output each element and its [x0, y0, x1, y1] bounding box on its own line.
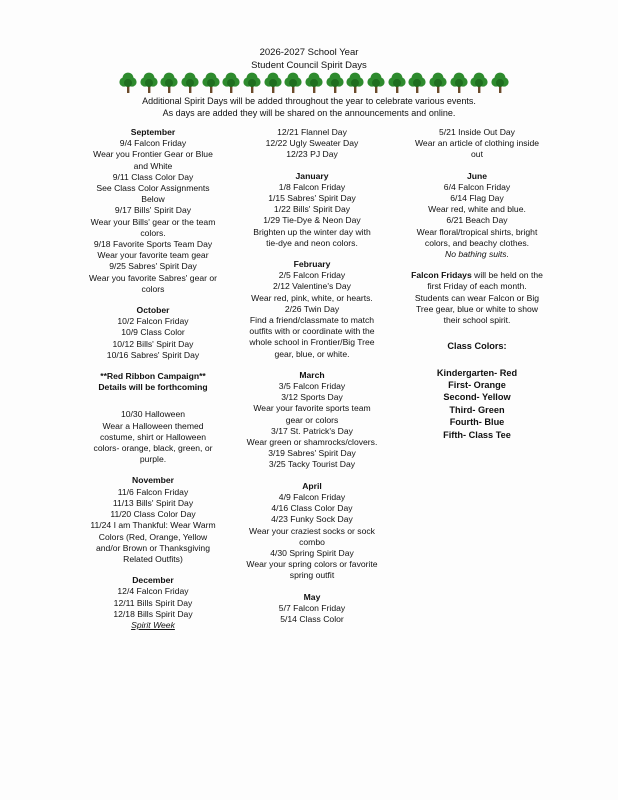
list-item: Kindergarten- Red	[436, 367, 518, 378]
line-list	[232, 492, 392, 582]
line-list	[402, 367, 552, 441]
class-colors-heading: Class Colors:	[447, 341, 507, 352]
list-item: Find a friend/classmate to match	[249, 315, 375, 326]
line-list	[232, 182, 392, 249]
tree-icon	[242, 72, 262, 94]
tree-icon	[407, 72, 427, 94]
list-item: Wear your Bills' gear or the team	[90, 216, 216, 227]
list-item: 9/17 Bills' Spirit Day	[114, 205, 192, 216]
list-item: 12/23 PJ Day	[286, 149, 338, 160]
list-item: 5/21 Inside Out Day	[439, 127, 515, 137]
falcon-fridays-text: will be held on the	[471, 270, 543, 281]
list-item: 2/26 Twin Day	[284, 303, 340, 314]
list-item: 2/12 Valentine's Day	[273, 281, 351, 292]
list-item: 3/5 Falcon Friday	[278, 381, 346, 392]
line-list	[402, 182, 552, 249]
tree-border	[118, 72, 510, 94]
tree-icon	[139, 72, 159, 94]
month-heading: March	[299, 369, 325, 380]
month-heading: April	[302, 480, 322, 491]
list-item: 12/4 Falcon Friday	[117, 586, 189, 597]
list-item: Wear your favorite team gear	[97, 250, 209, 261]
month-heading: February	[293, 259, 331, 270]
list-item: whole school in Frontier/Big Tree	[249, 337, 375, 348]
red-ribbon-details: Details will be forthcoming	[98, 382, 208, 393]
spirit-week-label: Spirit Week	[131, 619, 175, 630]
line-list	[232, 603, 392, 625]
list-item: 1/15 Sabres' Spirit Day	[268, 193, 356, 204]
month-september	[78, 127, 228, 295]
list-item: tie-dye and neon colors.	[266, 237, 358, 248]
line-list	[78, 316, 228, 361]
list-item: 12/22 Ugly Sweater Day	[265, 138, 359, 149]
tree-icon	[490, 72, 510, 94]
tree-icon	[159, 72, 179, 94]
list-item: combo	[299, 536, 325, 547]
month-december	[78, 575, 228, 631]
list-item: 5/14 Class Color	[280, 613, 344, 624]
tree-icon	[118, 72, 138, 94]
column-middle	[232, 127, 392, 635]
list-item: Tree gear, blue or white to show	[416, 303, 538, 314]
tree-icon	[345, 72, 365, 94]
tree-icon	[304, 72, 324, 94]
list-item: 9/4 Falcon Friday	[119, 138, 187, 149]
list-item: their school spirit.	[443, 315, 511, 326]
list-item: colors- orange, black, green, or	[93, 443, 213, 454]
falcon-fridays-label: Falcon Fridays	[411, 270, 472, 281]
list-item: First- Orange	[448, 380, 506, 391]
intro-line: As days are added they will be shared on the announcements and online.	[162, 107, 456, 118]
month-may	[232, 592, 392, 626]
may-continued	[402, 127, 552, 161]
falcon-fridays-note	[402, 270, 552, 326]
list-item: Wear a Halloween themed	[102, 420, 204, 431]
list-item: Wear you Frontier Gear or Blue	[93, 149, 213, 160]
month-heading: October	[136, 305, 170, 316]
list-item: 10/16 Sabres' Spirit Day	[106, 349, 200, 360]
list-item: and/or Brown or Thanksgiving	[95, 542, 210, 553]
no-bathing-suits-note: No bathing suits.	[444, 249, 509, 260]
list-item: 6/21 Beach Day	[446, 215, 508, 226]
column-left	[78, 127, 228, 641]
month-heading: June	[466, 170, 488, 181]
list-item: 1/22 Bills' Spirit Day	[273, 204, 351, 215]
list-item: Students can wear Falcon or Big	[414, 292, 540, 303]
red-ribbon-campaign	[78, 371, 228, 393]
list-item: Second- Yellow	[443, 392, 511, 403]
list-item: 3/19 Sabres' Spirit Day	[268, 448, 356, 459]
month-october	[78, 305, 228, 361]
list-item: Related Outfits)	[123, 553, 183, 564]
line-list	[232, 127, 392, 161]
red-ribbon-title: **Red Ribbon Campaign**	[100, 371, 206, 382]
list-item: 10/9 Class Color	[121, 327, 185, 338]
month-heading: September	[130, 127, 176, 137]
list-item: Brighten up the winter day with	[253, 226, 371, 237]
list-item: colors	[141, 283, 165, 294]
tree-icon	[201, 72, 221, 94]
list-item: colors.	[140, 227, 166, 238]
halloween-block	[78, 409, 228, 465]
line-list	[402, 127, 552, 161]
page-title	[0, 46, 618, 72]
list-item: Third- Green	[449, 404, 505, 415]
list-item: costume, shirt or Halloween	[99, 431, 207, 442]
line-list	[78, 586, 228, 620]
line-list	[232, 381, 392, 471]
list-item: 11/20 Class Color Day	[110, 509, 196, 520]
list-item: Wear you favorite Sabres' gear or	[88, 272, 218, 283]
list-item: 10/12 Bills' Spirit Day	[112, 338, 194, 349]
list-item: Wear your favorite sports team	[253, 403, 371, 414]
tree-icon	[387, 72, 407, 94]
list-item: spring outfit	[289, 570, 335, 581]
list-item: 9/25 Sabres' Spirit Day	[109, 261, 197, 272]
intro-line: Additional Spirit Days will be added throughout the year to celebrate various events.	[142, 96, 476, 106]
tree-icon	[449, 72, 469, 94]
list-item: See Class Color Assignments	[96, 183, 210, 194]
month-heading: January	[295, 170, 329, 181]
falcon-fridays-intro	[402, 270, 552, 281]
list-item: first Friday of each month.	[427, 281, 527, 292]
list-item: Wear your spring colors or favorite	[246, 559, 378, 570]
title-school-year: 2026-2027 School Year	[259, 47, 359, 58]
list-item: 5/7 Falcon Friday	[278, 602, 346, 613]
line-list	[78, 409, 228, 465]
list-item: 4/9 Falcon Friday	[278, 491, 346, 502]
tree-icon	[469, 72, 489, 94]
class-colors	[402, 340, 552, 441]
list-item: 3/12 Sports Day	[281, 392, 343, 403]
list-item: Wear red, white and blue.	[428, 204, 526, 215]
list-item: 6/4 Falcon Friday	[443, 181, 511, 192]
tree-icon	[180, 72, 200, 94]
month-heading: May	[303, 591, 321, 602]
list-item: 4/16 Class Color Day	[271, 503, 353, 514]
list-item: purple.	[139, 454, 167, 465]
list-item: Wear floral/tropical shirts, bright	[416, 226, 538, 237]
list-item: Wear your craziest socks or sock	[249, 525, 375, 536]
list-item: 12/11 Bills Spirit Day	[113, 597, 193, 608]
list-item: 4/30 Spring Spirit Day	[270, 547, 354, 558]
month-january	[232, 171, 392, 249]
list-item: 9/18 Favorite Sports Team Day	[93, 239, 213, 250]
list-item: 1/29 Tie-Dye & Neon Day	[263, 215, 361, 226]
list-item: and White	[133, 160, 173, 171]
tree-icon	[283, 72, 303, 94]
list-item: 11/24 I am Thankful: Wear Warm	[90, 520, 216, 531]
column-right	[402, 127, 552, 441]
tree-icon	[366, 72, 386, 94]
list-item: 12/21 Flannel Day	[277, 127, 347, 137]
tree-icon	[325, 72, 345, 94]
tree-icon	[263, 72, 283, 94]
list-item: 9/11 Class Color Day	[112, 171, 194, 182]
list-item: outfits with or coordinate with the	[249, 326, 375, 337]
line-list	[78, 487, 228, 565]
month-february	[232, 259, 392, 360]
tree-icon	[428, 72, 448, 94]
list-item: Wear green or shamrocks/clovers.	[246, 437, 378, 448]
list-item: Wear an article of clothing inside	[414, 138, 540, 149]
list-item: 12/18 Bills Spirit Day	[113, 608, 193, 619]
month-heading: December	[132, 575, 174, 586]
list-item: 3/17 St. Patrick's Day	[271, 425, 353, 436]
month-june	[402, 171, 552, 261]
list-item: 11/6 Falcon Friday	[117, 486, 189, 497]
tree-icon	[221, 72, 241, 94]
month-april	[232, 481, 392, 582]
list-item: 6/14 Flag Day	[450, 193, 504, 204]
list-item: Fifth- Class Tee	[443, 429, 511, 440]
list-item: Colors (Red, Orange, Yellow	[98, 531, 208, 542]
month-heading: November	[131, 475, 175, 486]
list-item: colors, and beachy clothes.	[424, 237, 530, 248]
line-list	[232, 270, 392, 360]
title-spirit-days: Student Council Spirit Days	[251, 60, 367, 71]
list-item: out	[471, 149, 483, 160]
list-item: Fourth- Blue	[449, 417, 505, 428]
intro-text	[0, 96, 618, 119]
december-continued	[232, 127, 392, 161]
list-item: 4/23 Funky Sock Day	[271, 514, 353, 525]
line-list	[78, 138, 228, 295]
list-item: 11/13 Bills' Spirit Day	[112, 497, 194, 508]
list-item: gear or colors	[285, 414, 339, 425]
line-list	[402, 281, 552, 326]
list-item: Wear red, pink, white, or hearts.	[251, 292, 373, 303]
month-november	[78, 475, 228, 565]
list-item: 10/2 Falcon Friday	[117, 316, 189, 327]
list-item: 10/30 Halloween	[120, 409, 186, 420]
list-item: 1/8 Falcon Friday	[278, 181, 346, 192]
list-item: Below	[141, 194, 165, 205]
month-march	[232, 370, 392, 471]
list-item: 3/25 Tacky Tourist Day	[268, 459, 356, 470]
list-item: gear, blue, or white.	[274, 348, 350, 359]
list-item: 2/5 Falcon Friday	[278, 270, 346, 281]
